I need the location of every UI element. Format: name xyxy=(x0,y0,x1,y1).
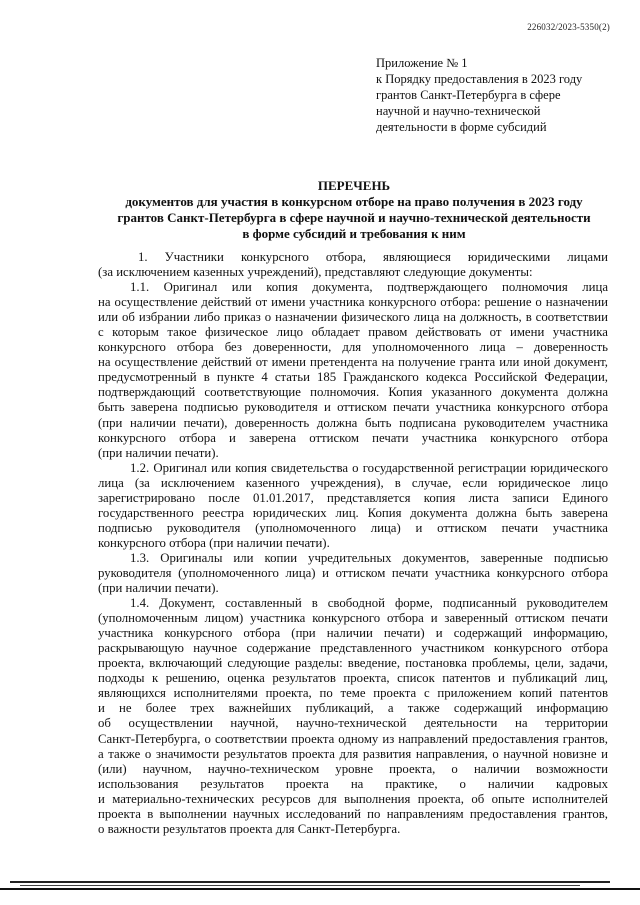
body-line: 1.3. Оригиналы или копии учредительных документов, заверенные подписью xyxy=(130,550,608,565)
body-line: предусмотренный в пункте 4 статьи 185 Гражданского кодекса Российской Федерации, xyxy=(98,370,608,385)
appendix-line: научной и научно-технической xyxy=(376,104,541,118)
appendix-line: деятельности в форме субсидий xyxy=(376,120,547,134)
body-line: проекта, включающий следующие разделы: введение, постановка проблемы, цели, задачи, xyxy=(98,656,608,671)
appendix-line: к Порядку предоставления в 2023 году xyxy=(376,72,583,86)
body-line: подтверждающий соответствующие полномочия. Копия указанного документа должна xyxy=(98,385,608,400)
appendix-line: Приложение № 1 xyxy=(376,56,468,70)
body-line: лица (за исключением казенного учреждения), в случае, если юридическое лицо xyxy=(98,475,608,490)
body-line: руководителя (уполномоченного лица) и оттиском печати участника конкурсного отбора xyxy=(98,565,608,580)
body-line: конкурсного отбора без доверенности, для уполномоченного лица – доверенность xyxy=(98,340,608,355)
title-line: грантов Санкт-Петербурга в сфере научной и научно-технической деятельности xyxy=(117,210,591,225)
body-line: раскрывающую научное содержание представленного участником конкурсного отбора xyxy=(98,641,608,656)
body-line: конкурсного отбора (при наличии печати). xyxy=(98,535,330,550)
body-line: (при наличии печати). xyxy=(98,581,219,596)
appendix-header xyxy=(376,55,616,135)
body-line: или об избрании либо приказ о назначении физического лица на должность, в соответствии xyxy=(98,310,608,325)
body-line: участника конкурсного отбора (при наличии печати) и содержащий информацию, xyxy=(98,626,608,641)
body-line: конкурсного отбора и заверена оттиском печати участника конкурсного отбора xyxy=(98,430,608,445)
body-line: Санкт-Петербурга, о соответствии проекта одному из направлений предоставления грантов, xyxy=(98,731,608,746)
title-line: в форме субсидий и требования к ним xyxy=(242,226,466,241)
body-line: являющихся исполнителями проекта, по теме проекта с приложением копий патентов xyxy=(98,686,608,701)
document-title xyxy=(98,178,610,242)
body-line: (при наличии печати). xyxy=(98,445,219,460)
body-line: с которым такое физическое лицо обладает правом действовать от имени участника xyxy=(98,325,608,340)
title-heading: ПЕРЕЧЕНЬ xyxy=(317,178,391,193)
body-line: 1. Участники конкурсного отбора, являющиеся юридическими лицами xyxy=(138,250,608,264)
body-line: подписью руководителя (уполномоченного лица) и оттиском печати участника xyxy=(98,520,608,535)
body-line: проекта в выполнении научных исследований по направлениям предоставления грантов, xyxy=(98,806,608,821)
body-line: (или) научном, научно-техническом уровне проекта, о наличии возможности xyxy=(98,761,608,776)
body-line: быть заверена подписью руководителя и оттиском печати участника конкурсного отбора xyxy=(98,400,608,415)
body-line: (за исключением казенных учреждений), представляют следующие документы: xyxy=(98,265,533,280)
appendix-line: грантов Санкт-Петербурга в сфере xyxy=(376,88,561,102)
document-number: 226032/2023-5350(2) xyxy=(527,22,610,32)
body-line: (при наличии печати), доверенность должна быть подписана руководителем участника xyxy=(98,415,608,430)
body-line: зарегистрировано после 01.01.2017, представляется копия листа записи Единого xyxy=(98,490,608,505)
body-line: о важности результатов проекта для Санкт-Петербурга. xyxy=(98,821,401,836)
body-line: на осуществление действий от имени претендента на получение гранта или иной документ, xyxy=(98,355,608,370)
body-line: 1.2. Оригинал или копия свидетельства о государственной регистрации юридического xyxy=(130,460,608,475)
title-line: документов для участия в конкурсном отборе на право получения в 2023 году xyxy=(125,194,583,209)
body-line: об осуществлении научной, научно-технической деятельности на территории xyxy=(98,716,608,731)
body-line: использования результатов проекта на практике, о наличии кадровых xyxy=(98,776,608,791)
document-body xyxy=(98,250,608,837)
body-line: и не более трех важнейших публикаций, а также содержащий информацию xyxy=(98,701,608,716)
body-line: (уполномоченным лицом) участника конкурсного отбора и заверенный оттиском печати xyxy=(98,611,608,626)
body-line: подходы к решению, оценка результатов проекта, список патентов и публикаций лиц, xyxy=(98,671,608,686)
body-line: а также о значимости результатов проекта для развития направления, о научной новизне и xyxy=(98,746,608,761)
body-line: государственного реестра юридических лиц. Копия документа должна быть заверена xyxy=(98,505,608,520)
body-line: и материально-технических ресурсов для выполнения проекта, об опыте исполнителей xyxy=(98,791,608,806)
body-line: 1.4. Документ, составленный в свободной форме, подписанный руководителем xyxy=(130,596,608,611)
body-line: 1.1. Оригинал или копия документа, подтверждающего полномочия лица xyxy=(130,280,608,295)
body-line: на осуществление действий от имени участника конкурсного отбора: решение о назначении xyxy=(98,295,608,310)
